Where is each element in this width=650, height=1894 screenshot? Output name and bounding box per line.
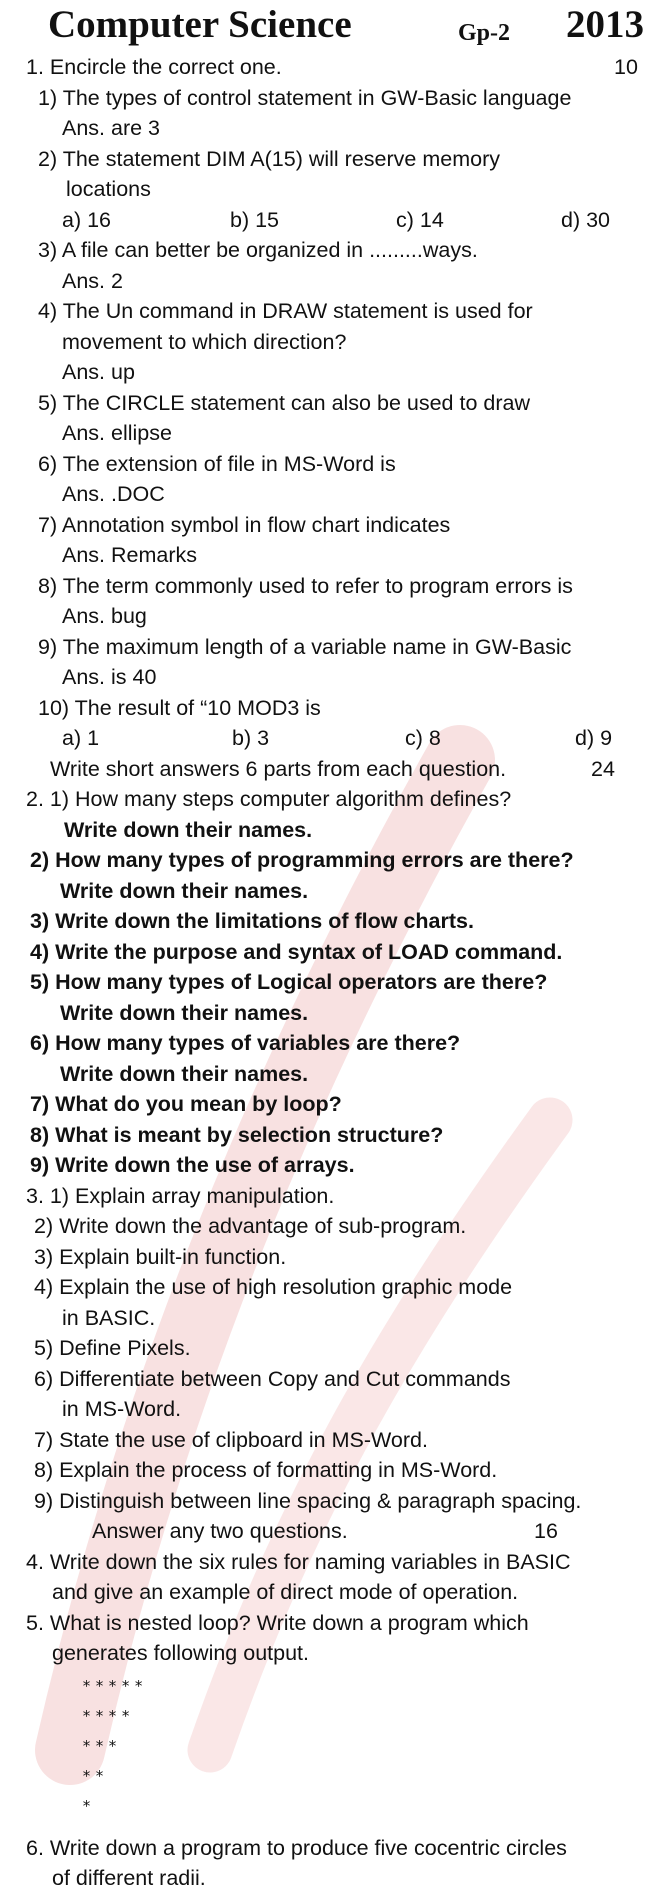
- mcq-4-question-cont: movement to which direction?: [62, 329, 347, 354]
- mcq-8-answer: Ans. bug: [62, 604, 147, 628]
- q2-part-7: 7) What do you mean by loop?: [30, 1092, 342, 1116]
- q3-part-6-cont: in MS-Word.: [62, 1397, 182, 1421]
- question-6-section: [26, 1833, 650, 1894]
- mcq-7-answer: Ans. Remarks: [62, 543, 198, 567]
- question-3-section: [26, 1181, 650, 1517]
- q2-part-8: 8) What is meant by selection structure?: [30, 1122, 444, 1147]
- star-row: **: [82, 1766, 109, 1785]
- q3-part-5: 5) Define Pixels.: [34, 1336, 191, 1360]
- q2-part-1: 2. 1) How many steps computer algorithm defines?: [26, 787, 512, 811]
- mcq-3-question: 3) A file can better be organized in .........ways.: [38, 238, 478, 262]
- star-row: ***: [82, 1736, 122, 1755]
- mcq-2-question: 2) The statement DIM A(15) will reserve memory: [38, 146, 500, 171]
- question-2-section: [26, 784, 650, 1181]
- q3-part-6: 6) Differentiate between Copy and Cut commands: [34, 1366, 511, 1391]
- q3-part-7: 7) State the use of clipboard in MS-Word.: [34, 1427, 428, 1452]
- q2-part-4: 4) Write the purpose and syntax of LOAD command.: [30, 939, 563, 964]
- star-row: ****: [82, 1706, 135, 1725]
- question-1-marks: 10: [614, 55, 638, 79]
- q3-part-3: 3) Explain built-in function.: [34, 1244, 287, 1269]
- mcq-8-question: 8) The term commonly used to refer to program errors is: [38, 573, 573, 598]
- mcq-5-answer: Ans. ellipse: [62, 421, 172, 445]
- question-4-section: [26, 1547, 650, 1608]
- q3-part-1: 3. 1) Explain array manipulation.: [26, 1183, 335, 1208]
- mcq-6-question: 6) The extension of file in MS-Word is: [38, 451, 396, 476]
- short-answers-marks: 24: [591, 756, 615, 781]
- q6-line-2: of different radii.: [52, 1866, 206, 1890]
- mcq-4-answer: Ans. up: [62, 360, 135, 384]
- mcq-10-option-a: a) 1: [62, 726, 100, 750]
- q2-part-5-cont: Write down their names.: [60, 1000, 309, 1025]
- mcq-2-options: [26, 205, 650, 236]
- mcq-4-question: 4) The Un command in DRAW statement is used for: [38, 299, 533, 323]
- q3-part-9: 9) Distinguish between line spacing & paragraph spacing.: [34, 1488, 582, 1513]
- q4-line-2: and give an example of direct mode of operation.: [52, 1580, 519, 1604]
- q2-part-6: 6) How many types of variables are there?: [30, 1031, 461, 1055]
- mcq-10-option-b: b) 3: [232, 726, 270, 750]
- mcq-10-option-d: d) 9: [575, 726, 613, 750]
- mcq-2-option-b: b) 15: [230, 207, 280, 232]
- mcq-10-question: 10) The result of “10 MOD3 is: [38, 695, 321, 720]
- q2-part-2: 2) How many types of programming errors are there?: [30, 848, 574, 872]
- q2-part-3: 3) Write down the limitations of flow charts.: [30, 909, 474, 933]
- star-row: *****: [82, 1676, 148, 1695]
- star-row: *: [82, 1796, 96, 1815]
- short-answers-instruction-row: [26, 754, 650, 785]
- subject-title: Computer Science: [48, 3, 352, 46]
- group-label: Gp-2: [458, 20, 511, 46]
- mcq-2-option-a: a) 16: [62, 207, 112, 232]
- mcq-6-answer: Ans. .DOC: [62, 482, 165, 506]
- mcq-10-options: [26, 723, 650, 754]
- mcq-5-question: 5) The CIRCLE statement can also be used to draw: [38, 390, 530, 415]
- q3-part-4: 4) Explain the use of high resolution graphic mode: [34, 1275, 513, 1299]
- question-1-heading: 1. Encircle the correct one.: [26, 55, 282, 79]
- exam-year: 2013: [566, 3, 644, 46]
- q3-part-4-cont: in BASIC.: [62, 1305, 156, 1330]
- mcq-2-question-cont: locations: [66, 177, 151, 201]
- long-answers-instruction-row: [26, 1516, 650, 1547]
- mcq-9-question: 9) The maximum length of a variable name in GW-Basic: [38, 634, 572, 659]
- star-pattern: [26, 1671, 650, 1821]
- q2-part-6-cont: Write down their names.: [60, 1061, 309, 1086]
- mcq-3-answer: Ans. 2: [62, 268, 123, 293]
- mcq-1-answer: Ans. are 3: [62, 116, 160, 140]
- mcq-7-question: 7) Annotation symbol in flow chart indicates: [38, 512, 451, 537]
- page-header: [26, 0, 650, 52]
- q5-line-2: generates following output.: [52, 1641, 309, 1665]
- mcq-9-answer: Ans. is 40: [62, 665, 157, 689]
- q3-part-8: 8) Explain the process of formatting in MS-Word.: [34, 1458, 498, 1482]
- q6-line-1: 6. Write down a program to produce five cocentric circles: [26, 1835, 567, 1860]
- mcq-10-option-c: c) 8: [405, 726, 441, 750]
- question-1-section: [26, 52, 650, 754]
- q2-part-1-cont: Write down their names.: [64, 817, 313, 842]
- q5-line-1: 5. What is nested loop? Write down a program which: [26, 1610, 529, 1635]
- q2-part-5: 5) How many types of Logical operators are there?: [30, 970, 548, 994]
- question-5-section: [26, 1608, 650, 1821]
- q4-line-1: 4. Write down the six rules for naming variables in BASIC: [26, 1549, 571, 1574]
- long-answers-instruction: Answer any two questions.: [92, 1519, 348, 1543]
- q3-part-2: 2) Write down the advantage of sub-program.: [34, 1214, 467, 1238]
- short-answers-instruction: Write short answers 6 parts from each question.: [50, 756, 507, 781]
- q2-part-2-cont: Write down their names.: [60, 878, 309, 903]
- mcq-2-option-d: d) 30: [561, 207, 611, 232]
- mcq-2-option-c: c) 14: [396, 207, 444, 232]
- mcq-1-question: 1) The types of control statement in GW-Basic language: [38, 85, 572, 110]
- long-answers-marks: 16: [534, 1519, 558, 1543]
- q2-part-9: 9) Write down the use of arrays.: [30, 1153, 355, 1177]
